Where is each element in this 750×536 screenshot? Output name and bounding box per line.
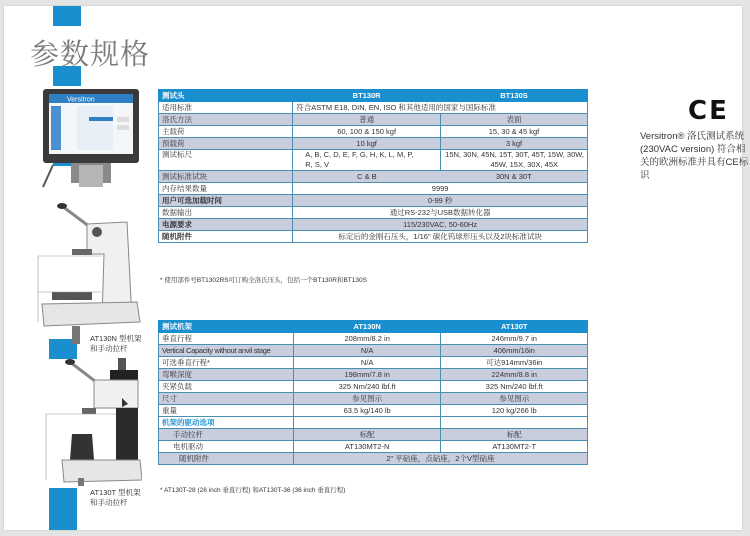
test-head-spec-table [158,89,588,243]
table-section-row: 机架的驱动选项 [159,417,588,429]
page-title: 参数规格 [30,37,151,71]
blue-tab-top [53,6,81,26]
blue-tab-bottom [49,488,77,530]
table-row: 预载荷 10 kgf 3 kgf [159,138,588,150]
header-at130n: AT130N [293,321,441,333]
table-row: 尺寸 参见图示 参见图示 [159,393,588,405]
header-at130t: AT130T [441,321,588,333]
at130t-machine-icon [32,358,142,486]
table-row: 垂直行程 208mm/8.2 in 246mm/9.7 in [159,333,588,345]
table-row: 主载荷 60, 100 & 150 kgf 15, 30 & 45 kgf [159,126,588,138]
table-row: 随机附件 标定后的金刚石压头，1/16" 碳化钨球形压头以及2块标准试块 [159,231,588,243]
header-test-head: 测试头 [159,90,293,102]
table-row: 用户可选加载时间 0-99 秒 [159,195,588,207]
table-row: 电机驱动 AT130MT2-N AT130MT2-T [159,441,588,453]
at130t-caption: AT130T 型机架 和手动拉杆 [90,488,141,507]
scales-bt130s: 15N, 30N, 45N, 15T, 30T, 45T, 15W, 30W, 45W, 15X, 30X, 45X [441,150,588,171]
table-header-row [159,321,588,333]
table-row: 内存结果数量 9999 [159,183,588,195]
header-bt130r: BT130R [293,90,441,102]
touchscreen-monitor-icon [41,89,141,189]
table-row: 洛氏方法 普通 表面 [159,114,588,126]
ce-compliance-text: Versitron® 洛氏测试系统 (230VAC version) 符合相关的欧洲标准并具有CE标识 [640,131,749,181]
spec-page [4,6,749,530]
table-row: 测试标尺 A, B, C, D, E, F, G, H, K, L, M, P, R, S, V 15N, 30N, 45N, 15T, 30T, 45T, 15W, 30W, 45W, 15X, 30X, 45X [159,150,588,171]
at130n-caption: AT130N 型机架 和手动拉杆 [90,334,142,353]
header-bt130s: BT130S [441,90,588,102]
test-head-footnote: * 使用部件号BT1302RS可订购全洛氏压头，包括一个BT130R和BT130S [160,277,367,284]
table-row: 电源要求 115/230VAC, 50-60Hz [159,219,588,231]
table-row: 弯喉深度 198mm/7.8 in 224mm/8.8 in [159,369,588,381]
svg-text:Versitron: Versitron [67,96,95,104]
table-row: 数据输出 通过RS-232与USB数据转化器 [159,207,588,219]
table-row: 适用标准 符合ASTM E18, DIN, EN, ISO 和其他适用的国家与国际标准 [159,102,588,114]
table-row: 夹紧负载 325 Nm/240 lbf.ft 325 Nm/240 lbf.ft [159,381,588,393]
at130n-machine-icon [32,194,142,344]
table-row: 可选垂直行程* N/A 可达914mm/36in [159,357,588,369]
header-test-frame: 测试机架 [159,321,294,333]
table-row: 随机附件 2" 平砧座，点砧座，2个V型砧座 [159,453,588,465]
ce-mark-icon: CE [688,96,729,126]
table-row: Vertical Capacity without anvil stage N/A 406mm/16in [159,345,588,357]
table-header-row [159,90,588,102]
table-row: 手动拉杆 标配 标配 [159,429,588,441]
frame-spec-table [158,320,588,465]
scales-bt130r: A, B, C, D, E, F, G, H, K, L, M, P, R, S, V [293,150,441,171]
table-row: 重量 63.5 kg/140 lb 120 kg/266 lb [159,405,588,417]
frame-footnote: * AT130T-28 (28 inch 垂直行程) 和AT130T-36 (36 inch 垂直行程) [160,487,346,494]
table-row: 测试标准试块 C & B 30N & 30T [159,171,588,183]
